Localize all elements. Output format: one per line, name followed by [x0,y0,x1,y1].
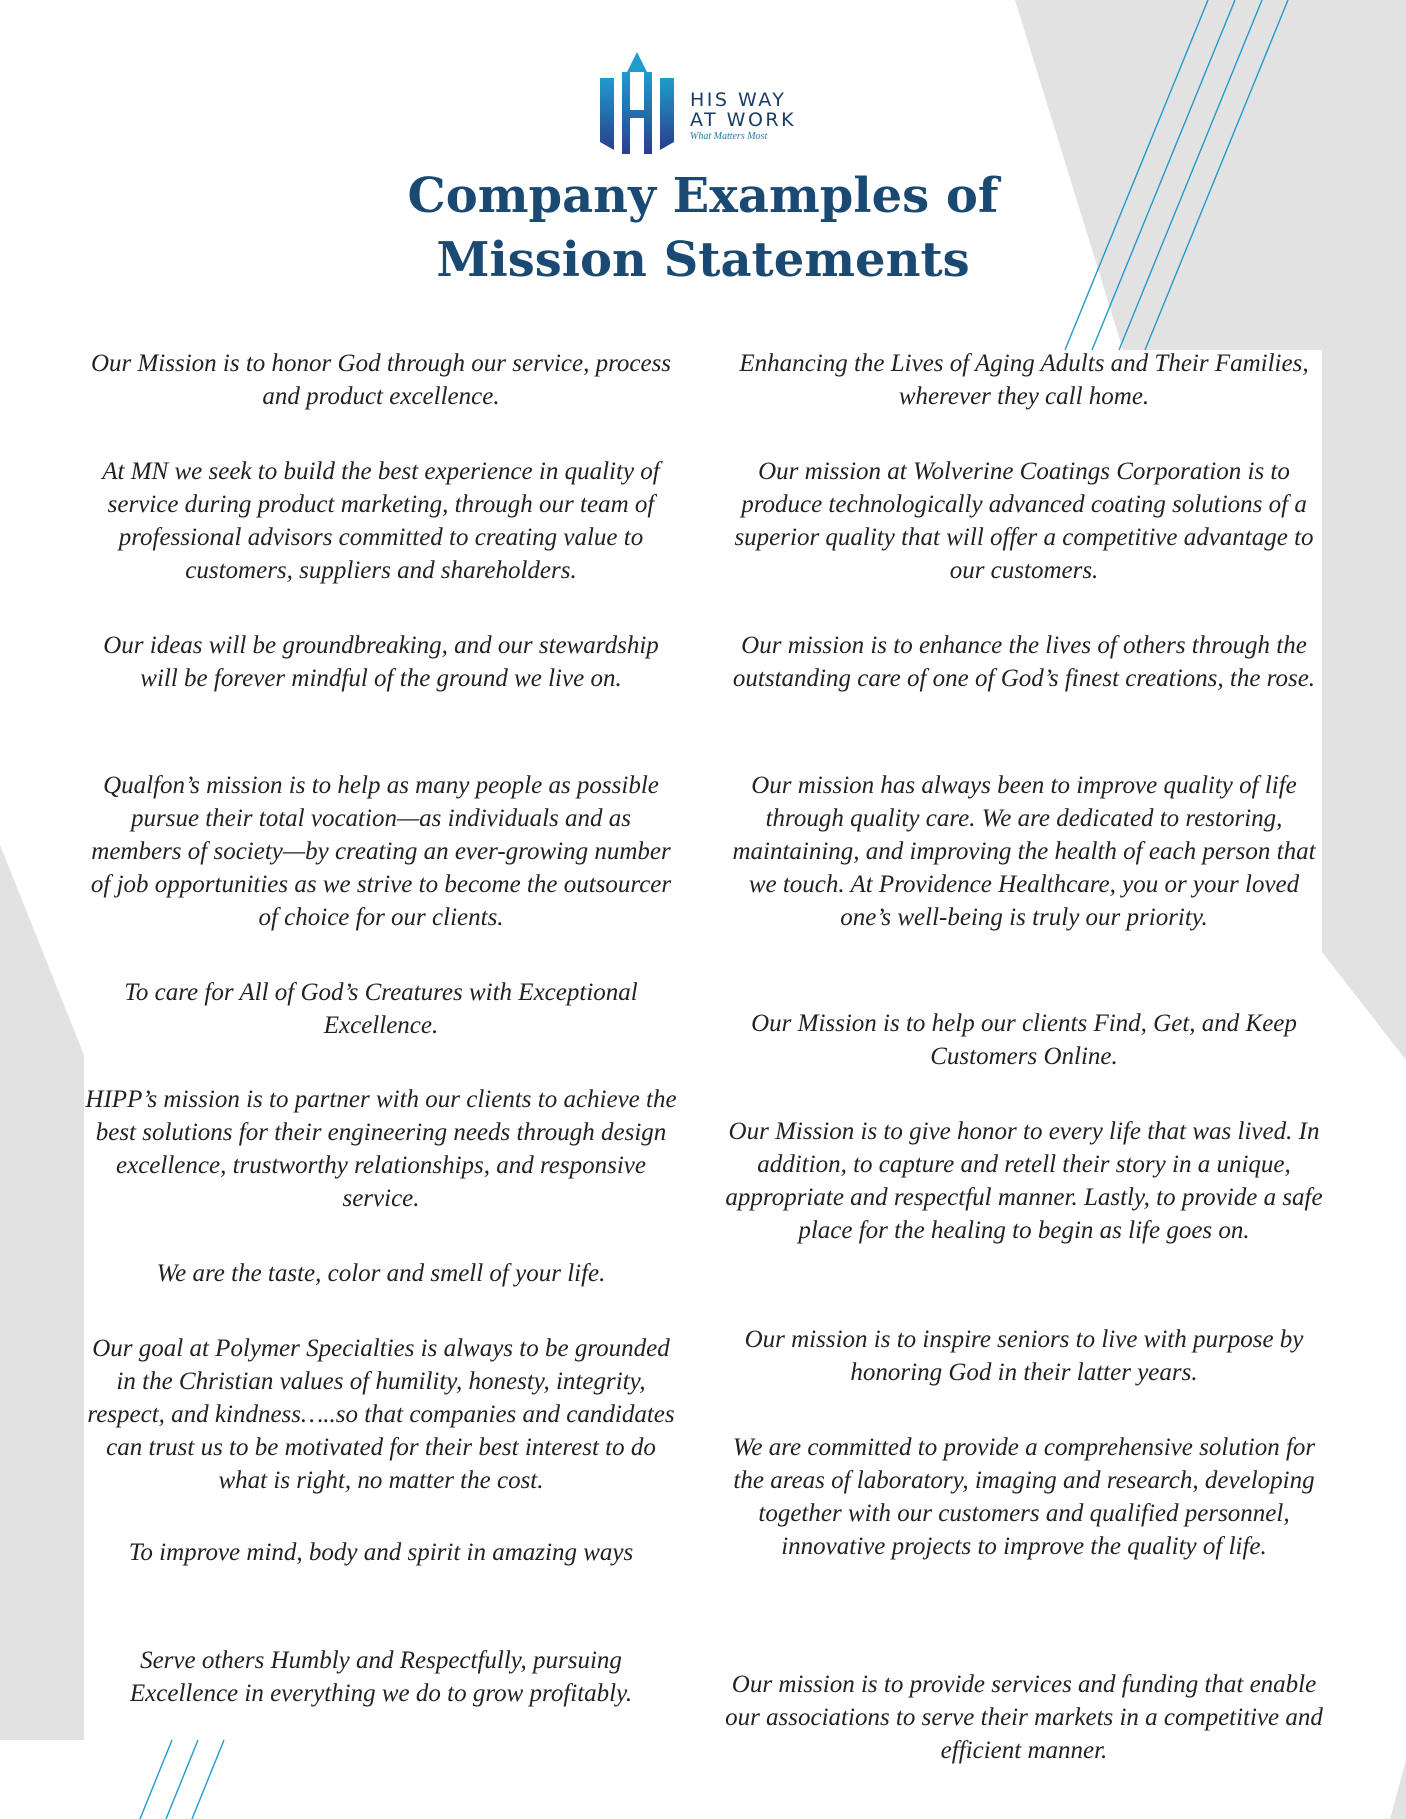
accent-stripes-bottom-left [140,1740,224,1819]
mission-statement: Our mission is to enhance the lives of others through the outstanding care of one of God’s finest creations, the rose. [732,632,1316,692]
mission-statement: To improve mind, body and spirit in amazing ways [128,1539,634,1566]
mission-statement: At MN we seek to build the best experience in quality of service during product marketing, through our team of professional advisors committed to creating value to customers, suppliers and shareholders. [102,458,660,584]
brand-logo [596,50,816,154]
logo-wordmark [690,90,796,142]
mission-statement: Our Mission is to honor God through our service, process and product excellence. [90,350,672,410]
gray-panel-bottom-right [1390,1760,1406,1819]
title-line-2: Mission Statements [436,232,970,288]
mission-statement: We are the taste, color and smell of your life. [156,1260,606,1287]
page-title [0,164,1406,292]
title-line-1: Company Examples of [407,168,999,224]
mission-statement: Our ideas will be groundbreaking, and our stewardship will be forever mindful of the ground we live on. [103,632,659,692]
logo-line-2: AT WORK [690,109,797,131]
mission-statement: To care for All of God’s Creatures with Exceptional Excellence. [124,979,638,1039]
logo-h-arrow-icon [596,50,686,154]
mission-statement: Our mission has always been to improve quality of life through quality care. We are dedicated to restoring, maintaining, and improving the health of each person that we touch. At Providence Healthcare, you or your loved one’s well-being is truly our priority. [732,772,1316,931]
mission-statement: Our mission at Wolverine Coatings Corporation is to produce technologically advanced coating solutions of a superior quality that will offer a competitive advantage to our customers. [734,458,1314,584]
mission-statement: Enhancing the Lives of Aging Adults and Their Families, wherever they call home. [739,350,1309,410]
mission-statement: Our mission is to inspire seniors to live with purpose by honoring God in their latter years. [744,1326,1304,1386]
logo-line-1: HIS WAY [690,89,787,111]
gray-panel-bottom-left [0,845,84,1740]
logo-tagline: What Matters Most [690,131,768,142]
mission-statement: Our goal at Polymer Specialties is always to be grounded in the Christian values of humility, honesty, integrity, respect, and kindness…..so that companies and candidates can trust us to be motivated for their best interest to do what is right, no matter the cost. [87,1335,675,1494]
mission-statement: Our Mission is to give honor to every life that was lived. In addition, to capture and retell their story in a unique, appropriate and respectful manner. Lastly, to provide a safe place for the healing to begin as life goes on. [725,1118,1323,1244]
mission-statement: Qualfon’s mission is to help as many people as possible pursue their total vocation—as individuals and as members of society—by creating an ever-growing number of job opportunities as we strive to become the outsourcer of choice for our clients. [90,772,672,931]
mission-statement: We are committed to provide a comprehensive solution for the areas of laboratory, imaging and research, developing together with our customers and qualified personnel, innovative projects to improve the quality of life. [732,1434,1316,1560]
mission-statement: Our Mission is to help our clients Find, Get, and Keep Customers Online. [751,1010,1297,1070]
mission-statement: Serve others Humbly and Respectfully, pursuing Excellence in everything we do to grow profitably. [129,1647,633,1707]
mission-statement: HIPP’s mission is to partner with our clients to achieve the best solutions for their engineering needs through design excellence, trustworthy relationships, and responsive service. [85,1086,677,1212]
mission-statement: Our mission is to provide services and funding that enable our associations to serve their markets in a competitive and efficient manner. [725,1671,1323,1764]
